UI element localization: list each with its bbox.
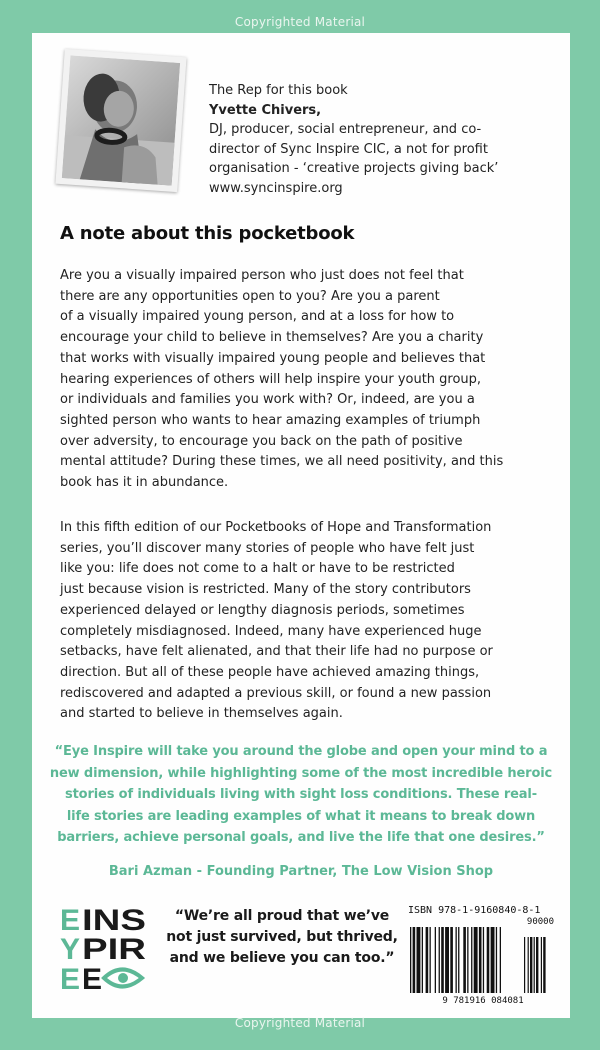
closing-line: not just survived, but thrived,	[166, 929, 398, 945]
rep-intro: The Rep for this book	[209, 83, 348, 98]
text-line: rediscovered and adapted a previous skill, or found a new passion	[60, 685, 492, 701]
logo-letter-e1: E	[60, 904, 81, 937]
isbn-text: ISBN 978-1-9160840-8-1	[408, 905, 541, 916]
barcode-bar	[483, 927, 484, 993]
barcode-bar	[491, 927, 495, 993]
back-cover-page	[32, 33, 570, 1018]
text-line: and started to believe in themselves again.	[60, 706, 343, 722]
text-line: sighted person who wants to hear amazing examples of triumph	[60, 412, 481, 428]
barcode-bar	[500, 927, 501, 993]
rep-photo	[55, 49, 186, 192]
text-line: experienced delayed or lengthy diagnosis periods, sometimes	[60, 602, 465, 618]
text-line: of a visually impaired young person, and at a loss for how to	[60, 309, 455, 325]
logo-letter-e2: E	[60, 963, 81, 991]
watermark-bottom: Copyrighted Material	[234, 1016, 366, 1030]
closing-line: “We’re all proud that we’ve	[174, 908, 390, 924]
text-line: that works with visually impaired young people and believes that	[60, 350, 486, 366]
barcode-digits: 9 781916 084081	[442, 996, 524, 1006]
barcode-bar	[445, 927, 449, 993]
testimonial-quote	[32, 741, 570, 849]
barcode-bar	[417, 927, 421, 993]
rep-line: DJ, producer, social entrepreneur, and co-	[209, 122, 482, 137]
logo-row-pir: PIR	[82, 933, 147, 966]
barcode-bar	[467, 927, 468, 993]
quote-line: life stories are leading examples of what it means to break down	[66, 808, 536, 824]
text-line: mental attitude? During these times, we all need positivity, and this	[60, 454, 504, 470]
text-line: or individuals and families you work with? Or, indeed, are you a	[60, 392, 475, 408]
barcode-bar	[435, 927, 436, 993]
quote-line: new dimension, while highlighting some of the most incredible heroic	[49, 765, 553, 781]
rep-name: Yvette Chivers,	[209, 102, 322, 118]
barcode-addon-bar	[528, 937, 529, 993]
logo-row-ins: INS	[82, 904, 146, 937]
barcode-addon-bar	[536, 937, 538, 993]
barcode-addon-bar	[543, 937, 545, 993]
watermark-top: Copyrighted Material	[234, 15, 366, 29]
rep-line: director of Sync Inspire CIC, a not for profit	[209, 141, 488, 157]
barcode-addon-bar	[541, 937, 542, 993]
barcode-bar	[474, 927, 478, 993]
eye-inspire-logo	[60, 903, 148, 991]
quote-line: barriers, achieve personal goals, and live the life that one desires.”	[57, 830, 545, 845]
rep-line: organisation - ‘creative projects giving back’	[209, 161, 499, 176]
barcode-bar	[479, 927, 482, 993]
quote-line: “Eye Inspire will take you around the globe and open your mind to a	[54, 744, 548, 759]
barcode-bar	[410, 927, 411, 993]
text-line: book has it in abundance.	[60, 475, 229, 491]
closing-line: and we believe you can too.”	[169, 950, 395, 966]
text-line: like you: life does not come to a halt or have to be restricted	[60, 561, 455, 577]
text-line: hearing experiences of others will help inspire your youth group,	[60, 371, 482, 387]
barcode-bar	[430, 927, 431, 993]
text-line: just because vision is restricted. Many of the story contributors	[60, 582, 471, 598]
text-line: setbacks, have felt alienated, and that their life had no purpose or	[60, 644, 493, 660]
barcode-bar	[450, 927, 453, 993]
text-line: In this fifth edition of our Pocketbooks of Hope and Transformation	[60, 520, 492, 535]
logo-row-e: E	[82, 963, 103, 991]
rep-website: www.syncinspire.org	[209, 180, 343, 196]
paragraph-2	[60, 518, 555, 725]
logo-letter-y: Y	[60, 933, 81, 966]
text-line: series, you’ll discover many stories of people who have felt just	[60, 540, 475, 556]
logo-eye-icon	[104, 970, 142, 987]
rep-photo-image	[62, 55, 180, 185]
barcode-bar	[458, 927, 459, 993]
barcode-bar	[441, 927, 444, 993]
barcode-bar	[439, 927, 440, 993]
isbn-barcode	[408, 905, 558, 1006]
barcode-addon-bar	[534, 937, 535, 993]
text-line: over adversity, to encourage you back on the path of positive	[60, 433, 463, 449]
barcode-bar	[426, 927, 429, 993]
barcode-bar	[413, 927, 416, 993]
barcode-addon: 90000	[526, 917, 554, 927]
rep-info	[209, 81, 554, 198]
barcode-bar	[456, 927, 457, 993]
barcode-bar	[496, 927, 497, 993]
barcode-bar	[487, 927, 490, 993]
text-line: there are any opportunities open to you? Are you a parent	[60, 288, 440, 304]
text-line: encourage your child to believe in themselves? Are you a charity	[60, 330, 484, 346]
barcode-bar	[471, 927, 472, 993]
quote-line: stories of individuals living with sight loss conditions. These real-	[65, 787, 537, 802]
closing-statement	[162, 906, 402, 969]
barcode-bar	[463, 927, 466, 993]
text-line: completely misdiagnosed. Indeed, many have experienced huge	[60, 623, 482, 639]
barcode-bar	[422, 927, 423, 993]
paragraph-1	[60, 266, 555, 494]
barcode-addon-bar	[530, 937, 532, 993]
barcode-addon-bar	[524, 937, 525, 993]
section-heading: A note about this pocketbook	[60, 223, 355, 244]
text-line: Are you a visually impaired person who just does not feel that	[60, 268, 464, 283]
quote-attribution: Bari Azman - Founding Partner, The Low Vision Shop	[108, 864, 494, 879]
barcode-bars	[408, 927, 558, 995]
text-line: direction. But all of these people have achieved amazing things,	[60, 664, 480, 680]
